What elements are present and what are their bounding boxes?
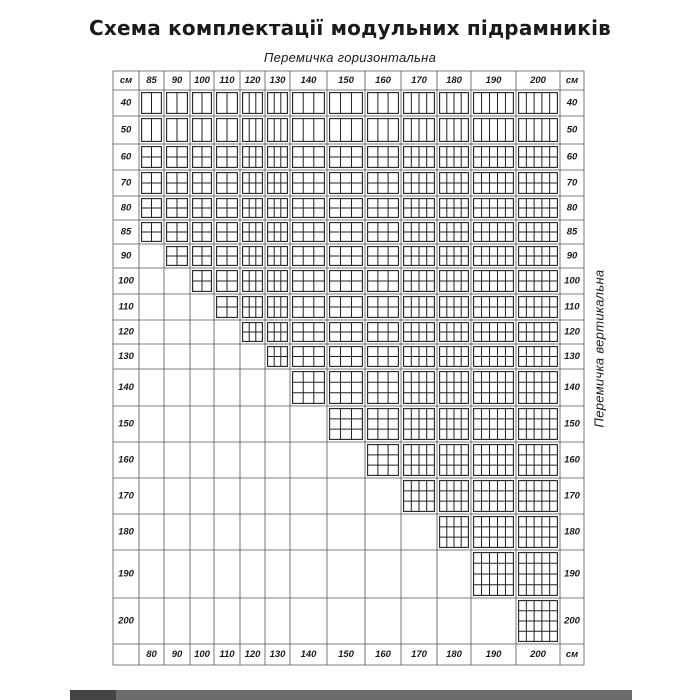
subframe-icon	[440, 323, 469, 342]
subframe-icon	[440, 372, 469, 404]
top-width-header: 130	[269, 75, 286, 86]
row-height-header-right: 180	[564, 526, 580, 538]
subframe-outline	[293, 93, 325, 114]
bottom-width-header: 130	[269, 649, 286, 660]
subframe-icon	[368, 323, 399, 342]
subframe-icon	[404, 323, 435, 342]
subframe-icon	[474, 409, 514, 440]
vertical-crossbar-label: Перемичка вертикальна	[591, 269, 607, 428]
subframe-outline	[519, 93, 558, 114]
row-height-header-right: 100	[564, 275, 580, 287]
subframe-icon	[368, 119, 399, 142]
row-height-header-left: 100	[118, 275, 134, 287]
subframe-icon	[193, 223, 212, 242]
row-height-header-left: 50	[120, 124, 132, 136]
subframe-icon	[330, 223, 363, 242]
subframe-icon	[142, 223, 162, 242]
bottom-decorative-bar	[70, 690, 632, 700]
subframe-icon	[268, 271, 288, 292]
subframe-icon	[167, 247, 188, 266]
subframe-icon	[474, 173, 514, 194]
row-height-header-right: 110	[564, 301, 580, 313]
subframe-icon	[293, 323, 325, 342]
subframe-icon	[243, 199, 263, 218]
top-width-header: 110	[219, 75, 235, 86]
subframe-outline	[474, 445, 514, 476]
subframe-outline	[368, 372, 399, 404]
subframe-icon	[440, 517, 469, 548]
subframe-icon	[440, 445, 469, 476]
subframe-outline	[368, 445, 399, 476]
subframe-icon	[217, 199, 238, 218]
subframe-icon	[474, 199, 514, 218]
subframe-icon	[243, 247, 263, 266]
subframe-icon	[330, 119, 363, 142]
subframe-icon	[519, 93, 558, 114]
row-height-header-right: 150	[564, 418, 580, 430]
subframe-outline	[268, 119, 288, 142]
subframe-icon	[167, 119, 188, 142]
row-height-header-right: 90	[566, 250, 578, 262]
subframe-icon	[404, 147, 435, 168]
bottom-width-header: 180	[446, 649, 462, 660]
subframe-icon	[167, 223, 188, 242]
subframe-outline	[474, 409, 514, 440]
subframe-icon	[440, 247, 469, 266]
bottom-decorative-bar-accent	[70, 690, 116, 700]
row-height-header-left: 180	[118, 526, 134, 538]
subframe-icon	[519, 409, 558, 440]
subframe-icon	[330, 93, 363, 114]
subframe-outline	[474, 481, 514, 512]
bottom-width-header: 200	[530, 649, 546, 660]
subframe-icon	[330, 323, 363, 342]
subframe-icon	[293, 173, 325, 194]
subframe-icon	[330, 372, 363, 404]
row-height-header-left: 170	[118, 490, 134, 502]
subframe-icon	[193, 119, 212, 142]
subframe-icon	[268, 223, 288, 242]
subframe-outline	[519, 119, 558, 142]
subframe-outline	[474, 93, 514, 114]
subframe-icon	[404, 481, 435, 512]
subframe-icon	[474, 445, 514, 476]
subframe-icon	[474, 119, 514, 142]
subframe-icon	[474, 147, 514, 168]
subframe-icon	[368, 297, 399, 318]
subframe-icon	[330, 347, 363, 367]
subframe-icon	[330, 297, 363, 318]
subframe-icon	[368, 409, 399, 440]
subframe-icon	[268, 119, 288, 142]
row-height-header-right: 60	[566, 151, 578, 163]
subframe-icon	[293, 372, 325, 404]
subframe-icon	[519, 199, 558, 218]
subframe-icon	[368, 347, 399, 367]
subframe-icon	[167, 93, 188, 114]
subframe-icon	[293, 247, 325, 266]
subframe-outline	[519, 481, 558, 512]
subframe-icon	[293, 297, 325, 318]
subframe-icon	[519, 553, 558, 596]
subframe-icon	[217, 147, 238, 168]
subframe-icon	[330, 147, 363, 168]
row-height-header-left: 160	[118, 454, 134, 466]
subframe-outline	[519, 517, 558, 548]
subframe-icon	[193, 93, 212, 114]
row-height-header-right: 120	[564, 326, 580, 338]
row-height-header-left: 190	[118, 568, 134, 580]
subframe-icon	[519, 147, 558, 168]
subframe-icon	[142, 119, 162, 142]
subframe-icon	[519, 601, 558, 642]
subframe-icon	[368, 372, 399, 404]
subframe-icon	[519, 372, 558, 404]
row-height-header-right: 170	[564, 490, 580, 502]
subframe-icon	[217, 93, 238, 114]
row-height-header-right: 50	[566, 124, 578, 136]
subframe-icon	[330, 409, 363, 440]
subframe-icon	[440, 347, 469, 367]
subframe-icon	[268, 147, 288, 168]
row-height-header-right: 160	[564, 454, 580, 466]
subframe-icon	[519, 247, 558, 266]
bottom-width-header: 140	[300, 649, 317, 660]
subframe-icon	[440, 271, 469, 292]
subframe-icon	[368, 223, 399, 242]
subframe-icon	[474, 323, 514, 342]
subframe-icon	[167, 173, 188, 194]
row-height-header-left: 90	[120, 250, 132, 262]
subframe-outline	[293, 119, 325, 142]
subframe-outline	[368, 119, 399, 142]
row-height-header-right: 130	[564, 351, 580, 362]
subframe-icon	[440, 173, 469, 194]
subframe-icon	[217, 271, 238, 292]
subframe-outline	[368, 93, 399, 114]
subframe-icon	[142, 147, 162, 168]
subframe-icon	[474, 93, 514, 114]
subframe-icon	[404, 445, 435, 476]
subframe-icon	[519, 223, 558, 242]
subframe-icon	[474, 347, 514, 367]
subframe-icon	[330, 271, 363, 292]
subframe-icon	[519, 445, 558, 476]
subframe-icon	[368, 199, 399, 218]
subframe-icon	[217, 119, 238, 142]
subframe-icon	[167, 199, 188, 218]
bottom-width-header: 120	[244, 649, 261, 660]
subframe-icon	[368, 173, 399, 194]
top-width-header: 100	[194, 75, 210, 86]
subframe-icon	[519, 297, 558, 318]
subframe-icon	[217, 297, 238, 318]
top-width-header: 180	[446, 75, 462, 86]
bottom-width-header: 170	[411, 649, 427, 660]
subframe-icon	[519, 271, 558, 292]
subframe-icon	[243, 93, 263, 114]
subframe-icon	[268, 199, 288, 218]
top-width-header: 120	[244, 75, 261, 86]
row-height-header-left: 60	[120, 151, 132, 163]
row-height-header-right: 80	[566, 202, 578, 214]
top-width-header: 170	[411, 75, 427, 86]
subframe-icon	[404, 409, 435, 440]
subframe-icon	[243, 119, 263, 142]
subframe-icon	[474, 247, 514, 266]
subframe-icon	[217, 173, 238, 194]
subframe-icon	[404, 173, 435, 194]
subframe-icon	[519, 517, 558, 548]
subframe-icon	[404, 93, 435, 114]
row-height-header-right: 200	[564, 615, 580, 627]
subframe-icon	[474, 553, 514, 596]
row-height-header-left: 150	[118, 418, 134, 430]
subframe-icon	[268, 173, 288, 194]
subframe-outline	[368, 409, 399, 440]
subframe-icon	[293, 271, 325, 292]
subframe-icon	[330, 173, 363, 194]
unit-label-top-left: см	[119, 75, 133, 86]
subframe-icon	[474, 481, 514, 512]
subframe-icon	[193, 271, 212, 292]
row-height-header-left: 85	[120, 226, 132, 238]
subframe-icon	[293, 93, 325, 114]
unit-label-top-right: см	[565, 75, 579, 86]
bottom-width-header: 190	[485, 649, 502, 660]
subframe-icon	[404, 119, 435, 142]
subframe-icon	[142, 93, 162, 114]
subframe-icon	[474, 297, 514, 318]
row-height-header-left: 110	[118, 301, 134, 313]
subframe-icon	[268, 93, 288, 114]
top-width-header: 200	[530, 75, 546, 86]
subframe-icon	[368, 147, 399, 168]
subframe-icon	[474, 271, 514, 292]
subframe-icon	[142, 199, 162, 218]
unit-label-bottom-right: см	[565, 649, 579, 660]
subframe-icon	[243, 297, 263, 318]
subframe-icon	[217, 247, 238, 266]
subframe-icon	[368, 445, 399, 476]
subframe-icon	[268, 323, 288, 342]
subframe-outline	[330, 93, 363, 114]
subframe-outline	[474, 372, 514, 404]
bottom-width-header: 100	[194, 649, 210, 660]
subframe-icon	[293, 119, 325, 142]
subframe-icon	[519, 347, 558, 367]
subframe-icon	[474, 517, 514, 548]
subframe-icon	[330, 247, 363, 266]
bottom-width-header: 150	[338, 649, 354, 660]
top-width-header: 85	[146, 75, 157, 86]
subframe-icon	[243, 223, 263, 242]
subframe-icon	[440, 409, 469, 440]
row-height-header-right: 70	[566, 177, 578, 189]
subframe-icon	[193, 199, 212, 218]
subframe-icon	[440, 93, 469, 114]
subframe-outline	[519, 372, 558, 404]
top-width-header: 90	[171, 75, 183, 86]
subframe-outline	[268, 93, 288, 114]
subframe-outline	[330, 372, 363, 404]
top-width-header: 140	[300, 75, 317, 86]
subframe-icon	[243, 173, 263, 194]
subframe-outline	[293, 372, 325, 404]
subframe-icon	[519, 323, 558, 342]
bottom-width-header: 90	[171, 649, 183, 660]
row-height-header-right: 190	[564, 568, 580, 580]
row-height-header-right: 40	[566, 97, 578, 109]
subframe-icon	[293, 223, 325, 242]
subframe-icon	[268, 247, 288, 266]
subframe-icon	[368, 271, 399, 292]
subframe-icon	[404, 347, 435, 367]
row-height-header-right: 85	[566, 226, 578, 238]
subframe-icon	[404, 372, 435, 404]
subframe-outline	[330, 409, 363, 440]
top-width-header: 190	[485, 75, 502, 86]
subframe-icon	[330, 199, 363, 218]
subframe-outline	[519, 409, 558, 440]
bottom-width-header: 160	[375, 649, 391, 660]
page-title: Схема комплектації модульних підрамників	[89, 16, 611, 40]
subframe-icon	[404, 199, 435, 218]
subframe-outline	[474, 119, 514, 142]
subframe-icon	[440, 119, 469, 142]
subframe-icon	[519, 173, 558, 194]
subframe-outline	[330, 119, 363, 142]
subframe-icon	[404, 271, 435, 292]
row-height-header-left: 80	[120, 202, 132, 214]
row-height-header-right: 140	[564, 382, 580, 393]
subframe-icon	[142, 173, 162, 194]
subframe-outline	[243, 119, 263, 142]
subframe-icon	[268, 297, 288, 318]
row-height-header-left: 200	[118, 615, 134, 627]
top-width-header: 160	[375, 75, 391, 86]
subframe-icon	[193, 173, 212, 194]
subframe-icon	[440, 147, 469, 168]
subframe-icon	[440, 199, 469, 218]
bottom-width-header: 80	[146, 649, 157, 660]
subframe-icon	[243, 147, 263, 168]
row-height-header-left: 140	[118, 382, 134, 393]
row-height-header-left: 40	[120, 97, 132, 109]
subframe-outline	[243, 93, 263, 114]
subframe-icon	[519, 481, 558, 512]
subframe-icon	[519, 119, 558, 142]
subframe-outline	[519, 445, 558, 476]
subframe-icon	[474, 223, 514, 242]
subframe-icon	[404, 297, 435, 318]
subframe-icon	[293, 199, 325, 218]
row-height-header-left: 70	[120, 177, 132, 189]
bottom-width-header: 110	[219, 649, 235, 660]
subframe-icon	[193, 147, 212, 168]
subframe-icon	[440, 223, 469, 242]
subframe-icon	[404, 223, 435, 242]
subframe-outline	[474, 517, 514, 548]
subframe-icon	[368, 93, 399, 114]
subframe-icon	[193, 247, 212, 266]
row-height-header-left: 120	[118, 326, 134, 338]
subframe-icon	[217, 223, 238, 242]
subframe-icon	[293, 147, 325, 168]
subframe-icon	[167, 147, 188, 168]
subframe-icon	[404, 247, 435, 266]
subframe-icon	[243, 271, 263, 292]
subframe-icon	[293, 347, 325, 367]
horizontal-crossbar-label: Перемичка горизонтальна	[263, 50, 437, 65]
subframe-icon	[243, 323, 263, 342]
subframe-icon	[440, 481, 469, 512]
subframe-icon	[474, 372, 514, 404]
top-width-header: 150	[338, 75, 354, 86]
subframe-icon	[268, 347, 288, 367]
subframe-icon	[368, 247, 399, 266]
subframe-icon	[440, 297, 469, 318]
row-height-header-left: 130	[118, 351, 134, 362]
